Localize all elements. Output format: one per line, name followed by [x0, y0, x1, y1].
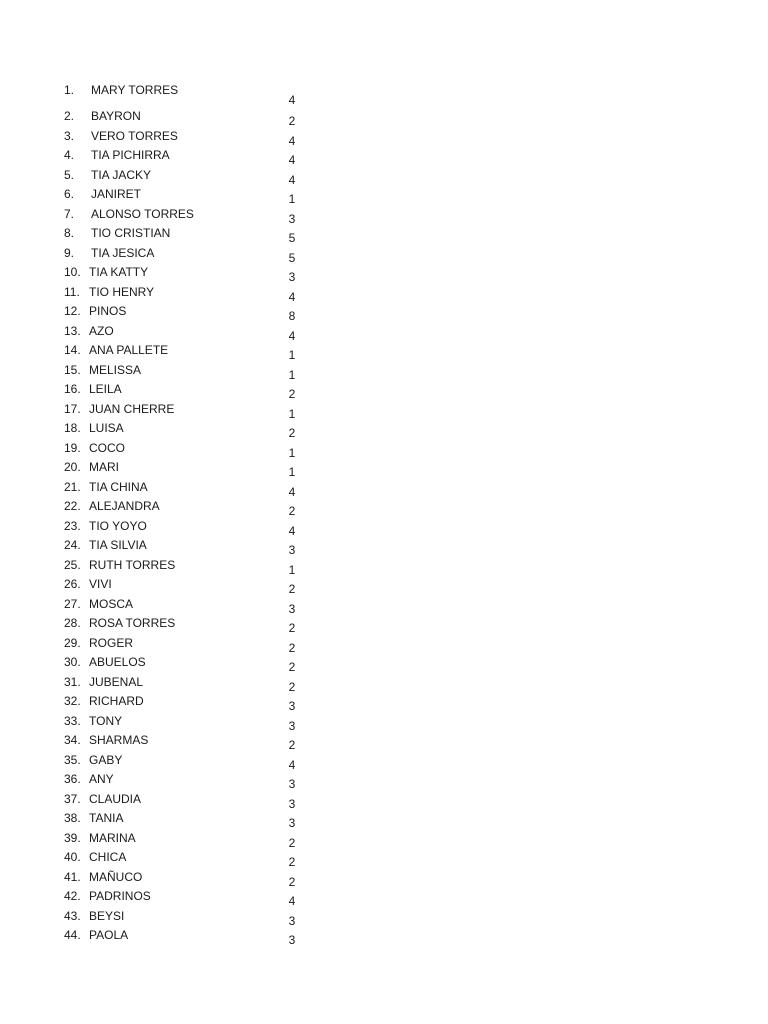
list-item-number: 39.	[64, 830, 81, 845]
list-item-number: 28.	[64, 616, 81, 630]
list-item	[64, 713, 324, 733]
list-item-name: ROGER	[89, 635, 134, 650]
list-item-count: 4	[288, 153, 296, 167]
list-item-name: ANY	[89, 772, 114, 786]
list-item-name: TIA JESICA	[91, 245, 155, 260]
list-item-name: PAOLA	[89, 928, 129, 942]
list-item-count: 4	[288, 757, 296, 772]
list-item-number: 15.	[64, 362, 81, 377]
list-item-number: 34.	[64, 733, 81, 747]
list-item-name: MARI	[89, 460, 119, 474]
list-item	[64, 323, 324, 343]
list-item-number: 37.	[64, 791, 81, 806]
list-item-number: 38.	[64, 811, 81, 825]
list-item-count: 3	[288, 699, 296, 713]
list-item-number: 31.	[64, 674, 81, 689]
list-item	[64, 654, 324, 674]
list-item-number: 21.	[64, 479, 81, 494]
list-item-name: JUBENAL	[89, 674, 144, 689]
list-item-name: ROSA TORRES	[89, 616, 176, 630]
list-item-count: 1	[288, 445, 296, 460]
list-item	[64, 771, 324, 791]
list-item-name: ALONSO TORRES	[91, 206, 194, 221]
guest-list	[64, 82, 324, 947]
list-item	[64, 362, 324, 382]
list-item	[64, 752, 324, 772]
list-item	[64, 186, 324, 206]
list-item-count: 3	[288, 816, 296, 830]
list-item-number: 25.	[64, 557, 81, 572]
list-item-number: 32.	[64, 694, 81, 708]
list-item-count: 4	[288, 133, 296, 148]
list-item	[64, 732, 324, 752]
list-item	[64, 108, 324, 128]
list-item-count: 1	[288, 465, 296, 479]
list-item-count: 5	[288, 231, 296, 245]
list-item	[64, 537, 324, 557]
list-item-count: 2	[288, 640, 296, 655]
list-item-count: 4	[288, 93, 296, 107]
list-item-name: LEILA	[89, 382, 122, 396]
list-item-number: 42.	[64, 889, 81, 903]
list-item-number: 6.	[64, 187, 75, 201]
list-item-name: MARY TORRES	[91, 83, 179, 97]
list-item-number: 24.	[64, 538, 81, 552]
list-item-number: 29.	[64, 635, 81, 650]
list-item-number: 35.	[64, 752, 81, 767]
list-item-number: 20.	[64, 460, 81, 474]
list-item-number: 18.	[64, 421, 81, 435]
list-item-name: RICHARD	[89, 694, 144, 708]
list-item-number: 17.	[64, 401, 81, 416]
list-item-name: BAYRON	[91, 109, 141, 123]
list-item-name: TIA JACKY	[91, 167, 152, 182]
list-item	[64, 342, 324, 362]
list-item-count: 2	[288, 874, 296, 889]
list-item-name: ANA PALLETE	[89, 343, 169, 357]
list-item	[64, 635, 324, 655]
list-item-number: 22.	[64, 499, 81, 513]
list-item	[64, 791, 324, 811]
list-item-number: 33.	[64, 713, 81, 728]
list-item	[64, 82, 324, 108]
list-item-count: 2	[288, 387, 296, 401]
list-item-count: 3	[288, 933, 296, 947]
list-item-name: TIA CHINA	[89, 479, 148, 494]
list-item	[64, 206, 324, 226]
list-item-name: LUISA	[89, 421, 124, 435]
list-item-number: 43.	[64, 908, 81, 923]
list-item-name: TIO YOYO	[89, 518, 147, 533]
list-item	[64, 245, 324, 265]
list-item-count: 2	[288, 835, 296, 850]
list-item-number: 7.	[64, 206, 75, 221]
list-item	[64, 498, 324, 518]
list-item-number: 9.	[64, 245, 75, 260]
list-item-count: 2	[288, 504, 296, 518]
list-item-number: 30.	[64, 655, 81, 669]
list-item-count: 3	[288, 601, 296, 616]
list-item	[64, 264, 324, 284]
list-item-name: VIVI	[89, 577, 112, 591]
list-item-number: 23.	[64, 518, 81, 533]
list-item-count: 2	[288, 660, 296, 674]
list-item-number: 11.	[64, 284, 80, 299]
list-item	[64, 479, 324, 499]
list-item-count: 1	[288, 562, 296, 577]
list-item-name: JANIRET	[91, 187, 142, 201]
list-item-number: 41.	[64, 869, 81, 884]
list-item	[64, 420, 324, 440]
list-item-count: 4	[288, 894, 296, 908]
list-item	[64, 869, 324, 889]
list-item-name: TIO HENRY	[89, 284, 155, 299]
list-item	[64, 693, 324, 713]
list-item	[64, 518, 324, 538]
list-item-name: PINOS	[89, 304, 127, 318]
list-item-number: 5.	[64, 167, 75, 182]
list-item-count: 3	[288, 777, 296, 791]
list-item-name: MOSCA	[89, 596, 134, 611]
list-item-number: 13.	[64, 323, 81, 338]
list-item-name: CLAUDIA	[89, 791, 142, 806]
list-item-number: 12.	[64, 304, 81, 318]
list-item-name: MARINA	[89, 830, 136, 845]
list-item-count: 5	[288, 250, 296, 265]
list-item-number: 3.	[64, 128, 75, 143]
list-item	[64, 576, 324, 596]
list-item-name: AZO	[89, 323, 114, 338]
list-item	[64, 908, 324, 928]
list-item-count: 4	[288, 289, 296, 304]
list-item	[64, 830, 324, 850]
list-item	[64, 849, 324, 869]
list-item	[64, 615, 324, 635]
list-item-name: MELISSA	[89, 362, 142, 377]
list-item-count: 1	[288, 192, 296, 206]
list-item	[64, 303, 324, 323]
list-item-name: ALEJANDRA	[89, 499, 160, 513]
list-item-count: 3	[288, 270, 296, 284]
list-item-number: 10.	[64, 265, 81, 279]
list-item-number: 27.	[64, 596, 81, 611]
list-item-name: MAÑUCO	[89, 869, 143, 884]
list-item-count: 4	[288, 523, 296, 538]
list-item-count: 2	[288, 426, 296, 440]
list-item-count: 2	[288, 621, 296, 635]
list-item-count: 3	[288, 211, 296, 226]
list-item	[64, 557, 324, 577]
list-item-number: 16.	[64, 382, 81, 396]
list-item-count: 2	[288, 855, 296, 869]
list-item	[64, 674, 324, 694]
list-item-number: 2.	[64, 109, 75, 123]
list-item-name: TANIA	[89, 811, 124, 825]
list-item-number: 36.	[64, 772, 81, 786]
list-item-count: 3	[288, 913, 296, 928]
list-item-count: 2	[288, 114, 296, 128]
list-item-number: 4.	[64, 148, 75, 162]
list-item-count: 8	[288, 309, 296, 323]
list-item	[64, 147, 324, 167]
list-item	[64, 596, 324, 616]
list-item-name: PADRINOS	[89, 889, 151, 903]
list-item	[64, 128, 324, 148]
list-item-name: COCO	[89, 440, 125, 455]
list-item-name: TIA KATTY	[89, 265, 149, 279]
list-item-number: 19.	[64, 440, 81, 455]
list-item-name: BEYSI	[89, 908, 125, 923]
list-item-number: 8.	[64, 226, 75, 240]
list-item	[64, 167, 324, 187]
list-item-count: 3	[288, 718, 296, 733]
list-item-number: 14.	[64, 343, 81, 357]
list-item	[64, 284, 324, 304]
list-item-name: JUAN CHERRE	[89, 401, 175, 416]
list-item-name: VERO TORRES	[91, 128, 178, 143]
list-item-name: CHICA	[89, 850, 127, 864]
list-item-number: 26.	[64, 577, 81, 591]
list-item-count: 2	[288, 582, 296, 596]
list-item-name: TIO CRISTIAN	[91, 226, 171, 240]
list-item	[64, 810, 324, 830]
list-item-name: RUTH TORRES	[89, 557, 176, 572]
list-item	[64, 927, 324, 947]
list-item-count: 1	[288, 348, 296, 362]
list-item	[64, 888, 324, 908]
list-item-name: TONY	[89, 713, 123, 728]
list-item-name: ABUELOS	[89, 655, 146, 669]
list-item-count: 4	[288, 328, 296, 343]
list-item-count: 4	[288, 484, 296, 499]
list-item-count: 1	[288, 406, 296, 421]
list-item-name: SHARMAS	[89, 733, 149, 747]
list-item-number: 40.	[64, 850, 81, 864]
list-item	[64, 381, 324, 401]
list-item	[64, 401, 324, 421]
list-item-number: 44.	[64, 928, 81, 942]
list-item-name: TIA PICHIRRA	[91, 148, 170, 162]
list-item-name: GABY	[89, 752, 123, 767]
list-item-number: 1.	[64, 83, 75, 97]
list-item-count: 2	[288, 679, 296, 694]
list-item	[64, 440, 324, 460]
list-item	[64, 225, 324, 245]
list-item-count: 3	[288, 543, 296, 557]
list-item-count: 1	[288, 367, 296, 382]
list-item-count: 4	[288, 172, 296, 187]
list-item-count: 2	[288, 738, 296, 752]
list-item-name: TIA SILVIA	[89, 538, 147, 552]
list-item-count: 3	[288, 796, 296, 811]
list-item	[64, 459, 324, 479]
